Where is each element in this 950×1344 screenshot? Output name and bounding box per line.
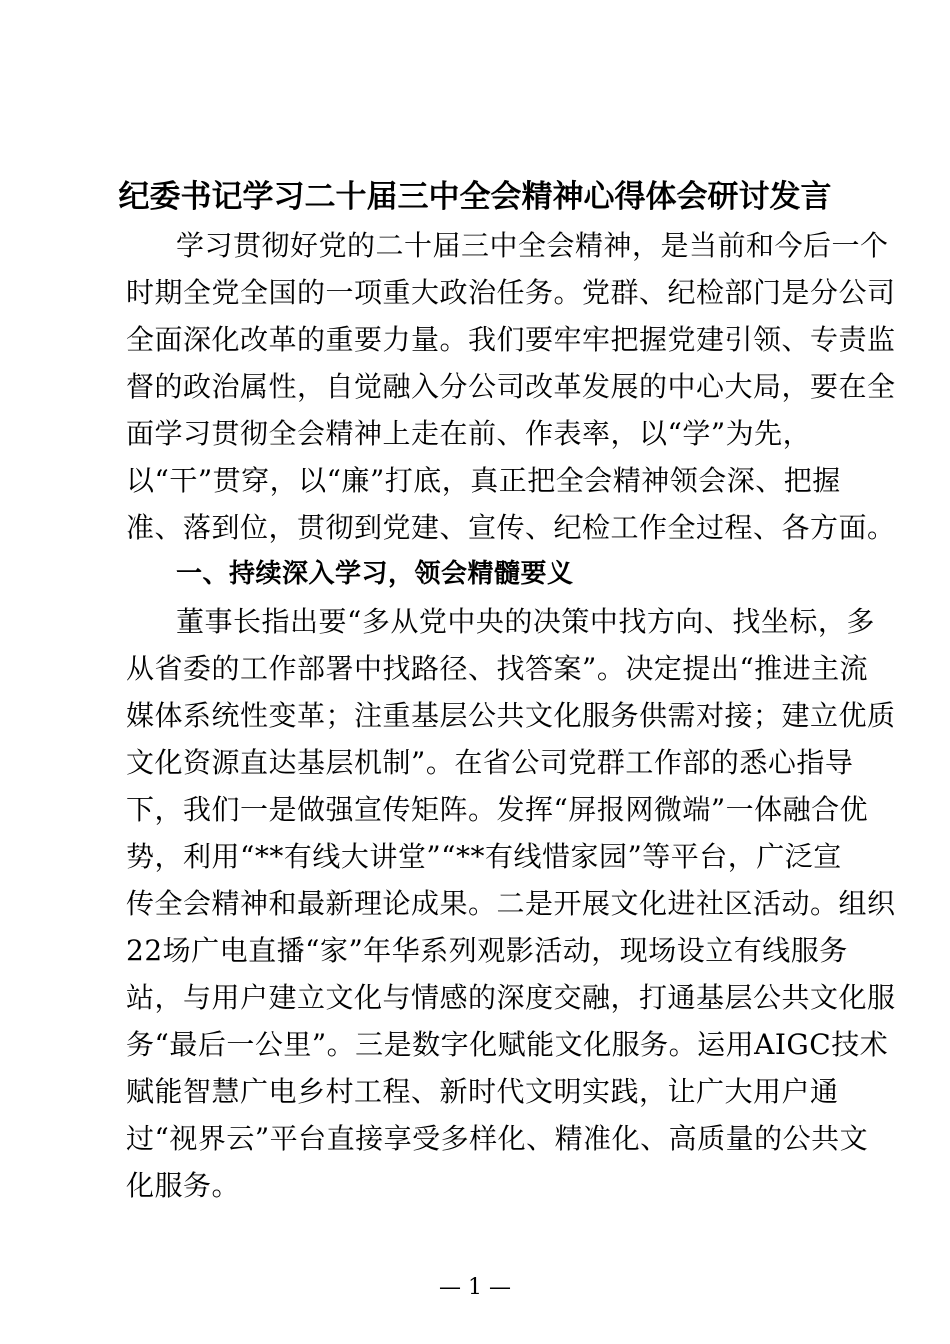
section-heading: 一、持续深入学习，领会精髓要义	[176, 559, 574, 589]
page-number: — 1 —	[439, 1275, 511, 1300]
paragraph-line: 董事长指出要“多从党中央的决策中找方向、找坐标，多	[176, 605, 875, 638]
paragraph-line: 传全会精神和最新理论成果。二是开展文化进社区活动。组织	[126, 887, 896, 920]
paragraph-line: 以“干”贯穿，以“廉”打底，真正把全会精神领会深、把握	[126, 464, 841, 497]
paragraph-line: 从省委的工作部署中找路径、找答案”。决定提出“推进主流	[126, 652, 869, 685]
paragraph-line: 22场广电直播“家”年华系列观影活动，现场设立有线服务	[126, 934, 848, 967]
paragraph-line: 时期全党全国的一项重大政治任务。党群、纪检部门是分公司	[126, 276, 896, 309]
paragraph-line: 全面深化改革的重要力量。我们要牢牢把握党建引领、专责监	[126, 323, 896, 356]
paragraph-line: 赋能智慧广电乡村工程、新时代文明实践，让广大用户通	[126, 1075, 839, 1108]
paragraph-line: 势，利用“**有线大讲堂”“**有线惜家园”等平台，广泛宣	[126, 840, 842, 873]
document-body	[126, 222, 896, 1209]
paragraph-line: 站，与用户建立文化与情感的深度交融，打通基层公共文化服	[126, 981, 896, 1014]
paragraph-line: 务“最后一公里”。三是数字化赋能文化服务。运用AIGC技术	[126, 1028, 889, 1061]
paragraph-line: 督的政治属性，自觉融入分公司改革发展的中心大局，要在全	[126, 370, 896, 403]
paragraph-line: 过“视界云”平台直接享受多样化、精准化、高质量的公共文	[126, 1122, 869, 1155]
paragraph-line: 下，我们一是做强宣传矩阵。发挥“屏报网微端”一体融合优	[126, 793, 869, 826]
document-title: 纪委书记学习二十届三中全会精神心得体会研讨发言	[118, 179, 832, 215]
paragraph-line: 面学习贯彻全会精神上走在前、作表率，以“学”为先，	[126, 417, 812, 450]
paragraph-line: 文化资源直达基层机制”。在省公司党群工作部的悉心指导	[126, 746, 854, 779]
paragraph-line: 媒体系统性变革；注重基层公共文化服务供需对接；建立优质	[126, 699, 896, 732]
paragraph-line: 准、落到位，贯彻到党建、宣传、纪检工作全过程、各方面。	[126, 511, 896, 544]
paragraph-line: 化服务。	[126, 1169, 241, 1202]
paragraph-line: 学习贯彻好党的二十届三中全会精神，是当前和今后一个	[176, 229, 889, 262]
